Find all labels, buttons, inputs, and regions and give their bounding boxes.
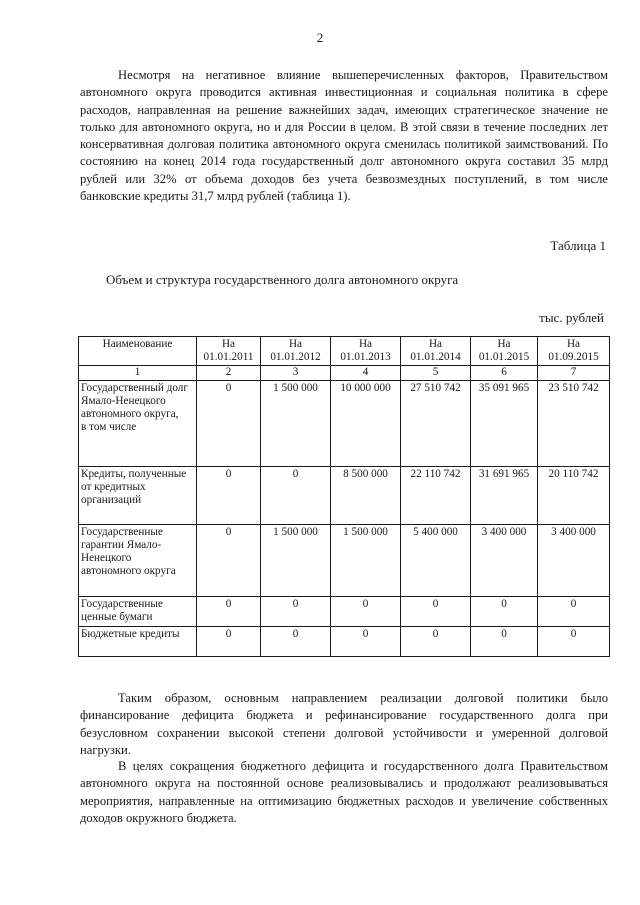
table-cell: 10 000 000 bbox=[331, 380, 401, 466]
table-cell: 31 691 965 bbox=[471, 466, 538, 524]
header-name bbox=[79, 337, 197, 366]
column-number: 2 bbox=[197, 366, 261, 380]
conclusion-paragraph: Таким образом, основным направлением реализации долговой политики было финансирование дефицита бюджета и рефинансирование государственного долга при безусловном сохранении высокой степени долговой устойчивости и умеренной долговой нагрузки. bbox=[80, 691, 608, 757]
table-row bbox=[79, 524, 610, 596]
column-number: 6 bbox=[471, 366, 538, 380]
table-cell: 35 091 965 bbox=[471, 380, 538, 466]
row-name: Государственные ценные бумаги bbox=[79, 596, 197, 626]
table-cell: 22 110 742 bbox=[401, 466, 471, 524]
table-cell: 0 bbox=[197, 626, 261, 656]
table-cell: 0 bbox=[401, 626, 471, 656]
table-row bbox=[79, 380, 610, 466]
header-date bbox=[538, 337, 610, 366]
table-cell: 0 bbox=[197, 380, 261, 466]
header-date-value: 01.01.2012 bbox=[270, 351, 321, 364]
header-date bbox=[471, 337, 538, 366]
measures-paragraph: В целях сокращения бюджетного дефицита и государственного долга Правительством автономного округа на постоянной основе реализовывались и продолжают реализовываться мероприятия, направленные на оптимизацию бюджетных расходов и увеличение собственных доходов окружного бюджета. bbox=[80, 759, 608, 825]
table-cell: 0 bbox=[197, 466, 261, 524]
table-cell: 8 500 000 bbox=[331, 466, 401, 524]
table-row bbox=[79, 626, 610, 656]
table-cell: 5 400 000 bbox=[401, 524, 471, 596]
table-cell: 0 bbox=[401, 596, 471, 626]
row-name: Бюджетные кредиты bbox=[79, 626, 197, 656]
header-prefix: На bbox=[497, 338, 511, 350]
table-cell: 0 bbox=[331, 626, 401, 656]
column-number-row bbox=[79, 366, 610, 380]
header-date-value: 01.09.2015 bbox=[548, 351, 599, 364]
table-label: Таблица 1 bbox=[550, 238, 606, 253]
table-cell: 1 500 000 bbox=[261, 380, 331, 466]
table-cell: 0 bbox=[261, 626, 331, 656]
header-date bbox=[197, 337, 261, 366]
table-cell: 0 bbox=[261, 596, 331, 626]
table-cell: 27 510 742 bbox=[401, 380, 471, 466]
table-row bbox=[79, 466, 610, 524]
header-prefix: На bbox=[288, 338, 303, 350]
table-title: Объем и структура государственного долга автономного округа bbox=[106, 272, 459, 287]
column-number: 3 bbox=[261, 366, 331, 380]
table-cell: 20 110 742 bbox=[538, 466, 610, 524]
page-number: 2 bbox=[316, 30, 324, 45]
units-label: тыс. рублей bbox=[539, 310, 604, 325]
table-header-row bbox=[79, 337, 610, 366]
header-label: Наименование bbox=[102, 338, 173, 350]
intro-paragraph: Несмотря на негативное влияние вышеперечисленных факторов, Правительством автономного округа проводится активная инвестиционная и социальная политика в сфере расходов, направленная на решение важнейших задач, имеющих стратегическое значение не только для автономного округа, но и для России в целом. В этой связи в течение последних лет консервативная долговая политика автономного округа сменилась политикой заимствований. По состоянию на конец 2014 года государственный долг автономного округа составил 35 млрд рублей или 32% от объема доходов без учета безвозмездных поступлений, в том числе банковские кредиты 31,7 млрд рублей (таблица 1). bbox=[80, 68, 608, 204]
header-prefix: На bbox=[358, 338, 373, 350]
table-cell: 0 bbox=[197, 596, 261, 626]
header-date-value: 01.01.2014 bbox=[410, 351, 461, 364]
row-name-subtext: в том числе bbox=[81, 421, 137, 434]
table-cell: 1 500 000 bbox=[331, 524, 401, 596]
header-date-value: 01.01.2011 bbox=[203, 351, 254, 364]
table-cell: 0 bbox=[471, 596, 538, 626]
table-cell: 0 bbox=[538, 626, 610, 656]
header-prefix: На bbox=[566, 338, 581, 350]
header-date bbox=[261, 337, 331, 366]
table-cell: 3 400 000 bbox=[538, 524, 610, 596]
column-number: 5 bbox=[401, 366, 471, 380]
table-cell: 23 510 742 bbox=[538, 380, 610, 466]
table-cell: 0 bbox=[261, 466, 331, 524]
column-number: 1 bbox=[79, 366, 197, 380]
header-date-value: 01.01.2013 bbox=[340, 351, 391, 364]
table-cell: 0 bbox=[538, 596, 610, 626]
row-name: Государственные гарантии Ямало-Ненецкого автономного округа bbox=[79, 524, 197, 596]
header-prefix: На bbox=[428, 338, 443, 350]
debt-table bbox=[78, 336, 610, 657]
table-cell: 0 bbox=[197, 524, 261, 596]
row-name: Кредиты, полученные от кредитных организаций bbox=[79, 466, 197, 524]
header-date bbox=[401, 337, 471, 366]
table-row bbox=[79, 596, 610, 626]
table-cell: 0 bbox=[331, 596, 401, 626]
table-cell: 3 400 000 bbox=[471, 524, 538, 596]
column-number: 4 bbox=[331, 366, 401, 380]
row-name-text: Государственный долг Ямало-Ненецкого автономного округа, bbox=[81, 381, 188, 421]
table-cell: 0 bbox=[471, 626, 538, 656]
header-date bbox=[331, 337, 401, 366]
row-name bbox=[79, 380, 197, 466]
table-cell: 1 500 000 bbox=[261, 524, 331, 596]
header-date-value: 01.01.2015 bbox=[478, 351, 530, 364]
header-prefix: На bbox=[221, 338, 236, 350]
column-number: 7 bbox=[538, 366, 610, 380]
